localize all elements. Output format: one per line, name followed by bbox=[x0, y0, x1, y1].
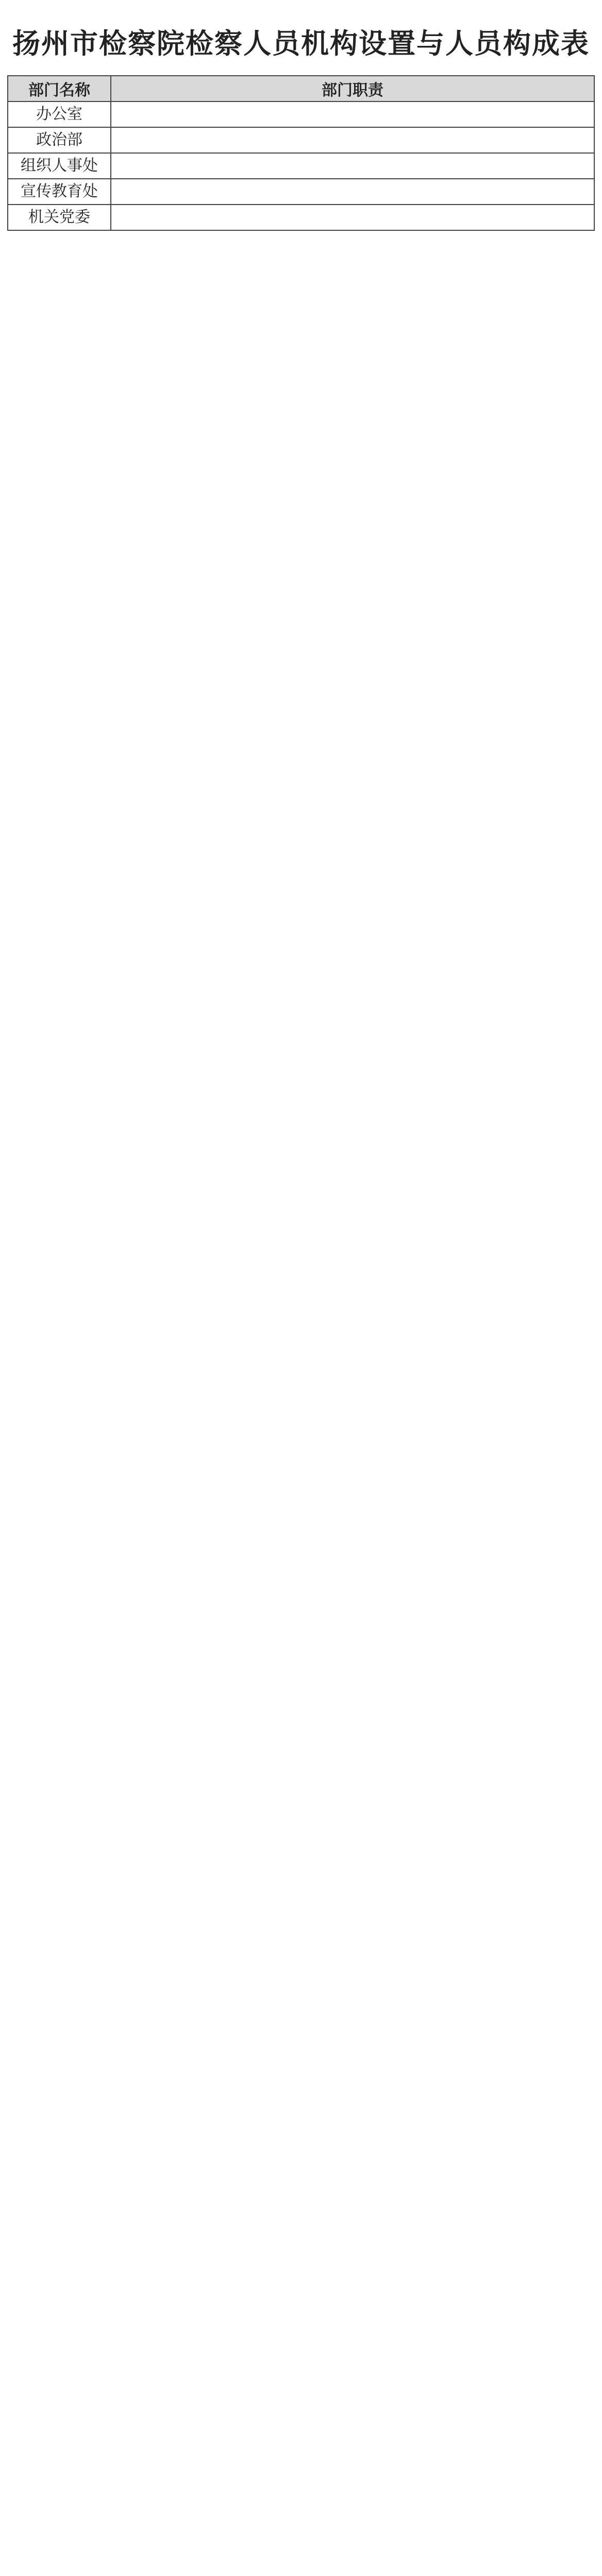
department-duty bbox=[111, 205, 594, 230]
table-row bbox=[8, 153, 594, 179]
table-row bbox=[8, 205, 594, 230]
department-name: 机关党委 bbox=[8, 205, 111, 230]
department-duty bbox=[111, 153, 594, 179]
header-duty: 部门职责 bbox=[111, 76, 594, 101]
table-body bbox=[8, 101, 594, 230]
table-row bbox=[8, 179, 594, 205]
department-duty bbox=[111, 127, 594, 153]
table-header-row bbox=[8, 76, 594, 101]
department-name: 组织人事处 bbox=[8, 153, 111, 179]
department-name: 办公室 bbox=[8, 101, 111, 127]
page-title: 扬州市检察院检察人员机构设置与人员构成表 bbox=[12, 27, 590, 60]
department-name: 宣传教育处 bbox=[8, 179, 111, 205]
department-table bbox=[7, 75, 595, 231]
header-name: 部门名称 bbox=[8, 76, 111, 101]
department-duty bbox=[111, 101, 594, 127]
department-name: 政治部 bbox=[8, 127, 111, 153]
table-row bbox=[8, 101, 594, 127]
table-row bbox=[8, 127, 594, 153]
department-duty bbox=[111, 179, 594, 205]
